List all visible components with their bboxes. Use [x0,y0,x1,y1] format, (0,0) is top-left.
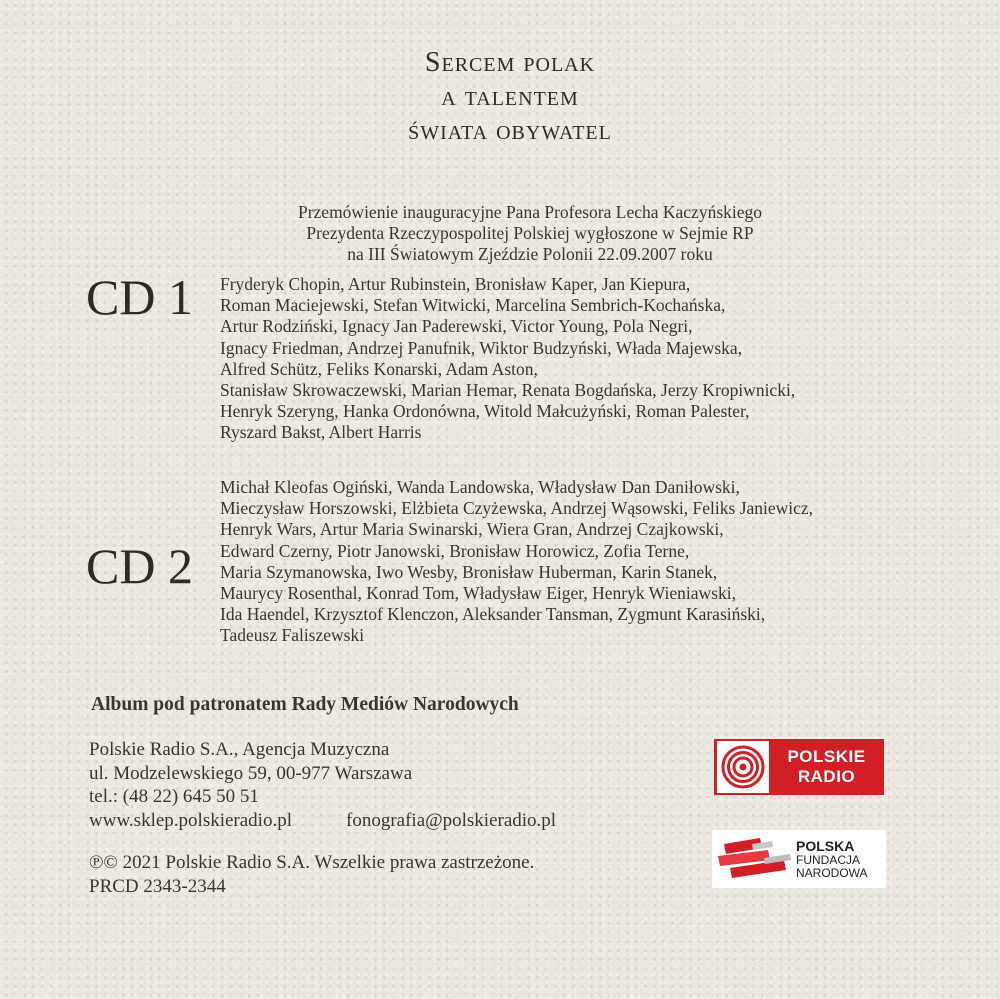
copyright-block [89,851,534,898]
tracklist-line: Edward Czerny, Piotr Janowski, Bronisław Horowicz, Zofia Terne, [220,540,690,561]
album-title [300,46,720,148]
title-line: a talentem [441,81,579,112]
polska-fundacja-narodowa-logo [712,830,886,888]
tracklist-line: Mieczysław Horszowski, Elżbieta Czyżewska, Andrzej Wąsowski, Feliks Janiewicz, [220,498,814,519]
tracklist-line: Maria Szymanowska, Iwo Wesby, Bronisław Huberman, Karin Stanek, [220,561,718,582]
intro-description [210,202,850,265]
polskie-radio-logo [714,739,884,795]
email-link: fonografia@polskieradio.pl [346,809,557,831]
tracklist-line: Roman Maciejewski, Stefan Witwicki, Marcelina Sembrich-Kochańska, [220,295,726,316]
tracklist-line: Stanisław Skrowaczewski, Marian Hemar, Renata Bogdańska, Jerzy Kropiwnicki, [220,380,796,401]
website-link: www.sklep.polskieradio.pl [89,809,292,831]
logo-text: FUNDACJA [796,852,861,867]
title-line: Sercem polak [424,47,596,78]
street-address: ul. Modzelewskiego 59, 00-977 Warszawa [89,762,413,784]
tracklist-line: Fryderyk Chopin, Artur Rubinstein, Bronisław Kaper, Jan Kiepura, [220,274,691,294]
cd1-label: CD 1 [86,269,193,325]
tracklist-line: Ryszard Bakst, Albert Harris [220,422,422,443]
publisher-address [89,738,556,832]
tracklist-line: Michał Kleofas Ogiński, Wanda Landowska, Władysław Dan Daniłowski, [220,477,740,497]
tracklist-line: Artur Rodziński, Ignacy Jan Paderewski, Victor Young, Pola Negri, [220,316,693,337]
tracklist-line: Henryk Wars, Artur Maria Swinarski, Wiera Gran, Andrzej Czajkowski, [220,519,724,540]
tracklist-line: Tadeusz Faliszewski [220,625,365,646]
radio-rings-icon [717,741,769,793]
patronage-note: Album pod patronatem Rady Mediów Narodowych [91,694,519,715]
intro-line: Prezydenta Rzeczypospolitej Polskiej wygłoszone w Sejmie RP [306,223,754,243]
copyright-line: ℗© 2021 Polskie Radio S.A. Wszelkie prawa zastrzeżone. [89,852,535,873]
tracklist-line: Ida Haendel, Krzysztof Klenczon, Aleksander Tansman, Zygmunt Karasiński, [220,604,766,625]
cd1-tracklist [220,274,940,444]
logo-text: NARODOWA [796,865,868,880]
tracklist-line: Henryk Szeryng, Hanka Ordonówna, Witold Małcużyński, Roman Palester, [220,401,750,422]
intro-line: na III Światowym Zjeździe Polonii 22.09.2007 roku [347,244,713,264]
catalog-number: PRCD 2343-2344 [89,875,226,897]
logo-text: POLSKIE [787,747,866,766]
logo-text: RADIO [797,767,856,786]
tracklist-line: Ignacy Friedman, Andrzej Panufnik, Wiktor Budzyński, Włada Majewska, [220,337,743,358]
tracklist-line: Maurycy Rosenthal, Konrad Tom, Władysław Eiger, Henryk Wieniawski, [220,583,736,604]
cd2-label: CD 2 [86,538,193,594]
phone-number: tel.: (48 22) 645 50 51 [89,786,259,807]
title-line: świata obywatel [408,115,612,146]
publisher-name: Polskie Radio S.A., Agencja Muzyczna [89,739,390,760]
intro-line: Przemówienie inauguracyjne Pana Profesora Lecha Kaczyńskiego [297,202,763,222]
cd2-tracklist [220,477,940,647]
foundation-flag-icon [712,830,796,888]
logo-text: POLSKA [796,837,855,854]
tracklist-line: Alfred Schütz, Feliks Konarski, Adam Aston, [220,358,538,379]
